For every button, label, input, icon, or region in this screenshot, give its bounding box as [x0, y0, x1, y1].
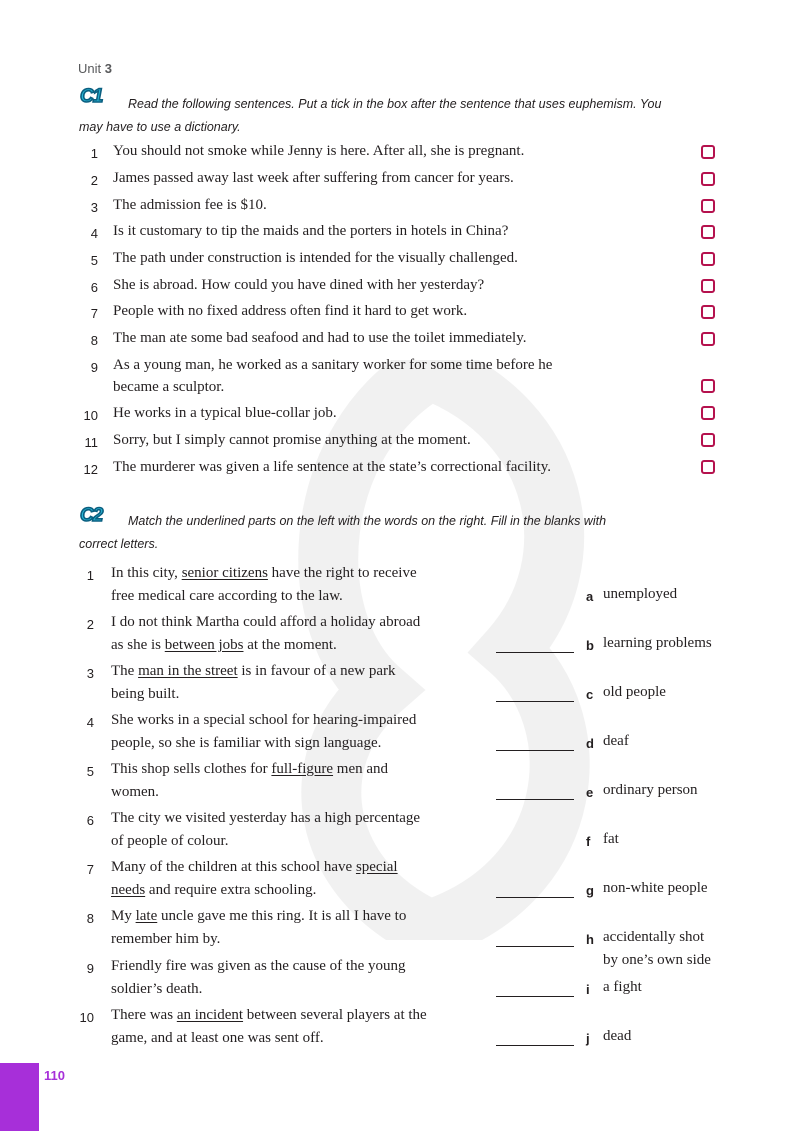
c1-tick-box[interactable]: [701, 172, 715, 186]
c2-item-number: 2: [86, 617, 94, 632]
answer-blank[interactable]: [496, 652, 574, 653]
c2-item-line1: She works in a special school for hearing-impaired: [111, 712, 417, 728]
option-letter: f: [586, 834, 591, 849]
c1-item-number: 12: [83, 462, 98, 477]
underlined-phrase: between jobs: [164, 637, 244, 653]
option-text-line2: by one’s own side: [603, 952, 711, 968]
text: There was: [111, 1007, 177, 1023]
answer-blank[interactable]: [496, 996, 574, 997]
c2-item-line2: free medical care according to the law.: [111, 588, 343, 604]
c2-item-line2: being built.: [111, 686, 180, 702]
c2-item-line1: [111, 1004, 427, 1027]
c1-tick-box[interactable]: [701, 225, 715, 239]
text: Many of the children at this school have: [111, 859, 356, 875]
c1-tick-box[interactable]: [701, 252, 715, 266]
c1-item-text: The admission fee is $10.: [113, 197, 267, 213]
option-text: fat: [603, 831, 619, 847]
text: at the moment.: [243, 637, 337, 653]
c2-item-number: 8: [86, 911, 94, 926]
underlined-phrase: an incident: [176, 1007, 244, 1023]
c2-item-number: 4: [86, 715, 94, 730]
c2-item-number: 10: [79, 1010, 94, 1025]
page-number: 110: [44, 1068, 65, 1083]
option-letter: d: [586, 736, 594, 751]
c1-tick-box[interactable]: [701, 406, 715, 420]
c2-item-number: 3: [86, 666, 94, 681]
c2-item-line1: [111, 562, 417, 585]
text: In this city,: [111, 565, 182, 581]
c1-item-number: 1: [90, 146, 98, 161]
c1-tick-box[interactable]: [701, 433, 715, 447]
option-letter: e: [586, 785, 594, 800]
section-badge-c2: C2: [80, 505, 103, 526]
c2-item-number: 1: [86, 568, 94, 583]
answer-blank[interactable]: [496, 1045, 574, 1046]
text: The: [111, 663, 139, 679]
c2-item-line2: remember him by.: [111, 931, 221, 947]
text: and require extra schooling.: [145, 882, 317, 898]
c1-item-text: The path under construction is intended for the visually challenged.: [113, 250, 518, 266]
text: have the right to receive: [267, 565, 417, 581]
option-text: non-white people: [603, 880, 708, 896]
answer-blank[interactable]: [496, 897, 574, 898]
c1-item-number: 4: [90, 226, 98, 241]
c1-tick-box[interactable]: [701, 305, 715, 319]
option-letter: i: [586, 982, 590, 997]
option-text: old people: [603, 684, 666, 700]
c1-item-text: You should not smoke while Jenny is here. After all, she is pregnant.: [113, 143, 525, 159]
section-badge-c1: C1: [80, 86, 103, 107]
c2-item-line1: I do not think Martha could afford a holiday abroad: [111, 614, 421, 630]
option-letter: g: [586, 883, 594, 898]
underlined-phrase: man in the street: [138, 663, 238, 679]
c2-item-line1: [111, 660, 396, 683]
c2-item-line1: Friendly fire was given as the cause of the young: [111, 958, 406, 974]
option-letter: b: [586, 638, 594, 653]
c1-item-number: 11: [84, 435, 98, 450]
answer-blank[interactable]: [496, 799, 574, 800]
c2-item-number: 6: [86, 813, 94, 828]
underlined-phrase: full-figure: [271, 761, 334, 777]
c1-item-text: He works in a typical blue-collar job.: [113, 405, 337, 421]
c1-tick-box[interactable]: [701, 332, 715, 346]
c1-item-text: James passed away last week after suffering from cancer for years.: [113, 170, 514, 186]
c2-item-line1: [111, 758, 388, 781]
c1-tick-box[interactable]: [701, 460, 715, 474]
underlined-phrase: needs: [111, 882, 146, 898]
underlined-phrase: late: [135, 908, 158, 924]
c2-item-line2: people, so she is familiar with sign language.: [111, 735, 382, 751]
underlined-phrase: senior citizens: [181, 565, 268, 581]
c1-item-number: 6: [90, 280, 98, 295]
c1-tick-box[interactable]: [701, 279, 715, 293]
c2-item-line1: The city we visited yesterday has a high percentage: [111, 810, 421, 826]
c2-instruction-line2: correct letters.: [79, 537, 159, 551]
page-edge-tab: [0, 1063, 39, 1131]
unit-label: [78, 61, 112, 76]
c1-item-number: 5: [90, 253, 98, 268]
unit-number: 3: [104, 61, 112, 76]
c1-item-text: The murderer was given a life sentence at the state’s correctional facility.: [113, 459, 551, 475]
text: This shop sells clothes for: [111, 761, 272, 777]
c1-item-text: The man ate some bad seafood and had to use the toilet immediately.: [113, 330, 527, 346]
text: uncle gave me this ring. It is all I have to: [157, 908, 407, 924]
c2-instruction-line1: Match the underlined parts on the left with the words on the right. Fill in the blanks with: [128, 514, 607, 528]
answer-blank[interactable]: [496, 701, 574, 702]
option-letter: c: [586, 687, 594, 702]
option-text: learning problems: [603, 635, 712, 651]
c1-instruction-line1: Read the following sentences. Put a tick in the box after the sentence that uses euphemism. You: [128, 97, 662, 111]
c1-instruction-line2: may have to use a dictionary.: [79, 120, 241, 134]
answer-blank[interactable]: [496, 750, 574, 751]
c1-item-text-line1: As a young man, he worked as a sanitary worker for some time before he: [113, 357, 553, 373]
c1-tick-box[interactable]: [701, 199, 715, 213]
c2-item-number: 7: [86, 862, 94, 877]
c2-item-line2: soldier’s death.: [111, 981, 203, 997]
c2-item-line2: of people of colour.: [111, 833, 229, 849]
c1-item-number: 2: [90, 173, 98, 188]
text: is in favour of a new park: [237, 663, 396, 679]
c1-item-text: People with no fixed address often find it hard to get work.: [113, 303, 468, 319]
c1-item-text: She is abroad. How could you have dined with her yesterday?: [113, 277, 485, 293]
c1-item-text: Is it customary to tip the maids and the porters in hotels in China?: [113, 223, 509, 239]
option-text: ordinary person: [603, 782, 698, 798]
c1-item-text-line2: became a sculptor.: [113, 379, 225, 395]
option-text: deaf: [603, 733, 629, 749]
c2-item-number: 9: [86, 961, 94, 976]
c1-tick-box[interactable]: [701, 379, 715, 393]
option-text: dead: [603, 1028, 632, 1044]
underlined-phrase: special: [355, 859, 398, 875]
c2-item-line2: game, and at least one was sent off.: [111, 1030, 324, 1046]
option-text: a fight: [603, 979, 642, 995]
option-letter: j: [586, 1031, 590, 1046]
c2-item-line2: [111, 879, 316, 902]
option-letter: h: [586, 932, 594, 947]
option-text: unemployed: [603, 586, 678, 602]
c1-item-text: Sorry, but I simply cannot promise anything at the moment.: [113, 432, 471, 448]
option-letter: a: [586, 589, 594, 604]
text: between several players at the: [243, 1007, 427, 1023]
c1-item-number: 8: [90, 333, 98, 348]
answer-blank[interactable]: [496, 946, 574, 947]
c1-item-number: 3: [90, 200, 98, 215]
c1-item-number: 7: [90, 306, 98, 321]
c1-tick-box[interactable]: [701, 145, 715, 159]
option-text-line1: accidentally shot: [603, 929, 705, 945]
text: men and: [333, 761, 389, 777]
c1-item-number: 9: [90, 360, 98, 375]
c1-item-number: 10: [83, 408, 98, 423]
text: My: [111, 908, 136, 924]
c2-item-line2: [111, 634, 337, 657]
c2-item-line1: [111, 856, 398, 879]
c2-item-number: 5: [86, 764, 94, 779]
text: as she is: [111, 637, 165, 653]
c2-item-line1: [111, 905, 406, 928]
c2-item-line2: women.: [111, 784, 159, 800]
unit-word: Unit: [78, 61, 102, 76]
